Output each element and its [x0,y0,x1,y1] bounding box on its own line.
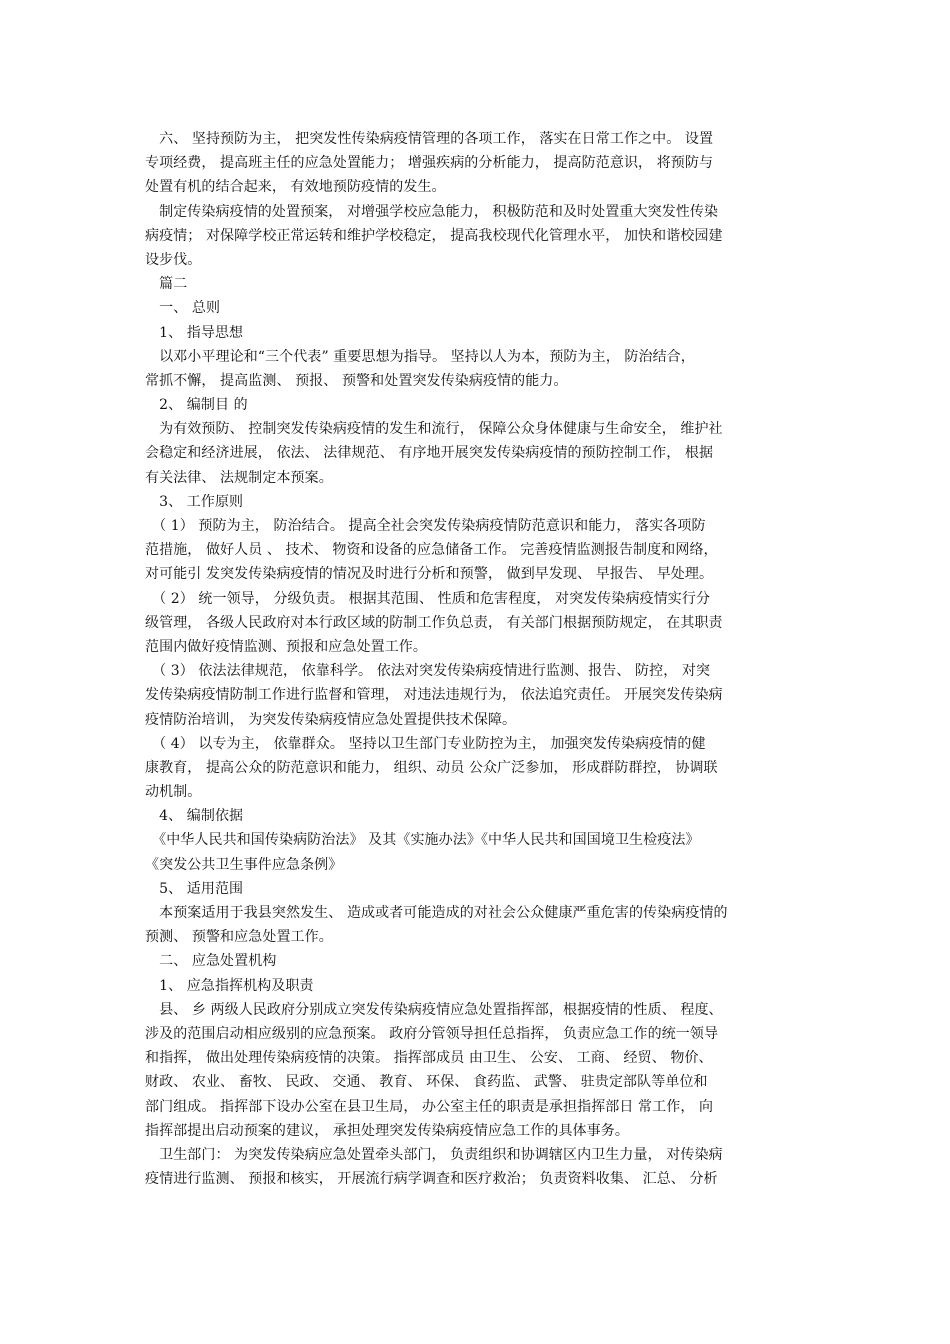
text-line: 2、 编制目 的 [145,397,248,414]
text-line: 5、 适用范围 [145,880,244,897]
text-line: 涉及的范围启动相应级别的应急预案。 政府分管领导担任总指挥， 负责应急工作的统一领导 [145,1025,719,1042]
text-line: 专项经费， 提高班主任的应急处置能力； 增强疾病的分析能力， 提高防范意识， 将预防与 [145,155,714,172]
text-line: 会稳定和经济进展， 依法、 法律规范、 有序地开展突发传染病疫情的预防控制工作， 根据 [145,445,714,462]
text-line: 和指挥， 做出处理传染病疫情的决策。 指挥部成员 由卫生、 公安、 工商、 经贸、 物价、 [145,1050,713,1067]
text-line: 六、 坚持预防为主， 把突发性传染病疫情管理的各项工作， 落实在日常工作之中。 设置 [145,131,714,147]
text-line: 预测、 预警和应急处置工作。 [145,929,333,946]
text-line: 病疫情； 对保障学校正常运转和维护学校稳定， 提高我校现代化管理水平， 加快和谐校园建 [145,227,723,244]
text-line: 篇二 [145,276,188,293]
text-line: （ 3） 依法法律规范， 依靠科学。 依法对突发传染病疫情进行监测、报告、 防控， 对突 [145,663,711,680]
text-line: （ 4） 以专为主， 依靠群众。 坚持以卫生部门专业防控为主， 加强突发传染病疫情的健 [145,735,706,752]
document-body [145,127,810,1191]
text-line: 《中华人民共和国传染病防治法》 及其《实施办法》《中华人民共和国国境卫生检疫法》 [145,832,700,849]
text-line: （ 1） 预防为主， 防治结合。 提高全社会突发传染病疫情防范意识和能力， 落实各项防 [145,518,706,534]
text-line: 4、 编制依据 [145,808,244,825]
text-line: 设步伐。 [145,251,202,268]
text-line: 发传染病疫情防制工作进行监督和管理， 对违法违规行为， 依法追究责任。 开展突发传染病 [145,687,723,704]
text-line: 部门组成。 指挥部下设办公室在县卫生局， 办公室主任的职责是承担指挥部日 常工作， 向 [145,1098,714,1115]
text-line: 级管理， 各级人民政府对本行政区域的防制工作负总责， 有关部门根据预防规定， 在其职责 [145,614,723,631]
text-line: 处置有机的结合起来， 有效地预防疫情的发生。 [145,179,446,196]
text-line: 常抓不懈， 提高监测、 预报、 预警和处置突发传染病疫情的能力。 [145,372,568,389]
text-line: 疫情防治培训， 为突发传染病疫情应急处置提供技术保障。 [145,711,517,728]
text-line: 1、 应急指挥机构及职责 [145,977,314,994]
text-line: 二、 应急处置机构 [145,953,277,970]
text-line: 疫情进行监测、 预报和核实， 开展流行病学调查和医疗救治； 负责资料收集、 汇总、 分析 [145,1171,718,1188]
text-line: 财政、 农业、 畜牧、 民政、 交通、 教育、 环保、 食药监、 武警、 驻贵定部队等单位和 [145,1074,708,1091]
text-line: 1、 指导思想 [145,324,244,341]
text-line: 范措施， 做好人员 、 技术、 物资和设备的应急储备工作。 完善疫情监测报告制度和网络， [145,542,718,559]
text-line: 制定传染病疫情的处置预案， 对增强学校应急能力， 积极防范和及时处置重大突发性传染 [145,203,719,220]
text-line: 有关法律、 法规制定本预案。 [145,469,333,486]
text-line: 3、 工作原则 [145,493,244,510]
text-line: 指挥部提出启动预案的建议， 承担处理突发传染病疫情应急工作的具体事务。 [145,1122,629,1139]
text-line: 以邓小平理论和“三个代表” 重要思想为指导。 坚持以人为本，预防为主， 防治结合， [145,348,695,365]
text-line: 范围内做好疫情监测、预报和应急处置工作。 [145,638,427,655]
text-line: （ 2） 统一领导， 分级负责。 根据其范围、 性质和危害程度， 对突发传染病疫情实行分 [145,590,711,607]
text-line: 卫生部门： 为突发传染病应急处置牵头部门， 负责组织和协调辖区内卫生力量， 对传染病 [145,1146,723,1163]
text-line: 动机制。 [145,784,202,801]
text-line: 对可能引 发突发传染病疫情的情况及时进行分析和预警， 做到早发现、 早报告、 早处理。 [145,566,714,583]
text-line: 本预案适用于我县突然发生、 造成或者可能造成的对社会公众健康严重危害的传染病疫情的 [145,905,728,921]
text-line: 一、 总则 [145,300,221,317]
text-line: 为有效预防、 控制突发传染病疫情的发生和流行， 保障公众身体健康与生命安全， 维护社 [145,421,723,438]
text-line: 康教育， 提高公众的防范意识和能力， 组织、动员 公众广泛参加， 形成群防群控， 协调联 [145,759,718,776]
text-line: 县、 乡 两级人民政府分别成立突发传染病疫情应急处置指挥部，根据疫情的性质、 程度、 [145,1001,723,1018]
text-line: 《突发公共卫生事件应急条例》 [145,856,343,873]
